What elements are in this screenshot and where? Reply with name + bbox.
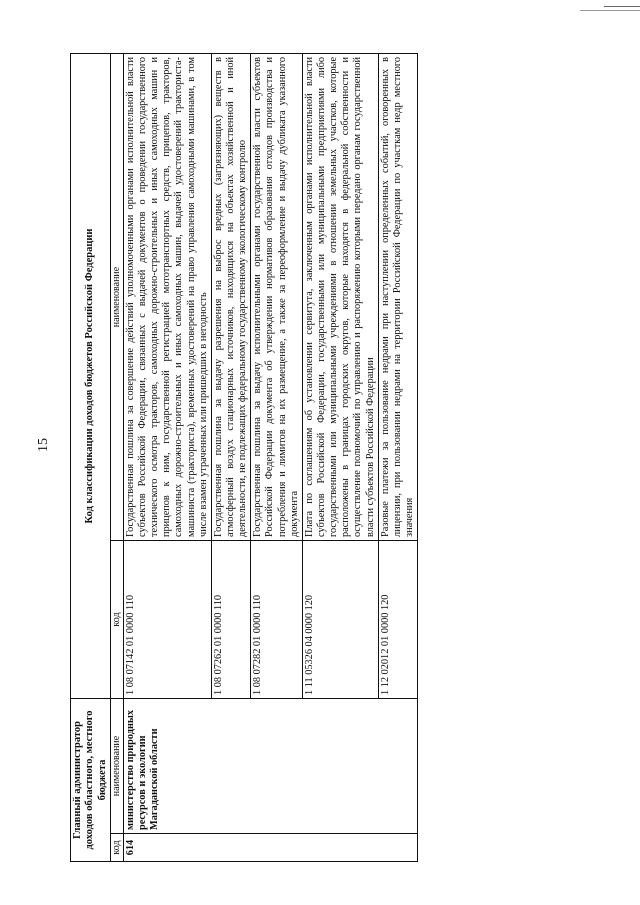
kbk-code: 1 11 05326 04 0000 120 [302,540,378,698]
kbk-code: 1 08 07282 01 0000 110 [251,540,303,698]
corner-rule [580,10,640,11]
kbk-header: Код классификации доходов бюджетов Российской Федерации [71,53,111,698]
page-number: 15 [36,438,51,452]
kbk-code: 1 08 07262 01 0000 110 [211,540,250,698]
col-admin-code: код [111,834,124,862]
kbk-name: Государственная пошлина за совершение действий уполномоченными органами исполнительной власти субъектов Российской Федерации, связанных с выдачей документов о проведении государственного технического осмотра тракторов, самоходных дорожно-строительных и иных самоходных машин и прицепов к ним, государственной регистрацией мототранспортных средств, прицепов, тракторов, самоходных дорожно-строительных и иных самоходных машин, выдачей удостоверений тракториста-машиниста (тракториста), временных удостоверений на право управления самоходными машинами, в том числе взамен утраченных или пришедших в негодность [123,53,211,540]
admin-name: министерство природных ресурсов и экологии Магаданской области [123,698,417,833]
kbk-name: Разовые платежи за пользование недрами при наступлении определенных событий, оговоренных в лицензии, при пользовании недрами на территории Российской Федерации по участкам недр местного значения [378,53,417,540]
admin-code: 614 [123,834,417,862]
kbk-name: Государственная пошлина за выдачу исполнительными органами государственной власти субъектов Российской Федерации документа об утверждении нормативов образования отходов производства и потребления и лимитов на их размещение, а также за переоформление и выдачу дубликата указанного документа [251,53,303,540]
kbk-code: 1 12 02012 01 0000 120 [378,540,417,698]
revenue-table [70,53,418,862]
kbk-name: Государственная пошлина за выдачу разрешения на выброс вредных (загрязняющих) веществ в атмосферный воздух стационарных источников, находящихся на объектах хозяйственной и иной деятельности, не подлежащих федеральному государственному экологическому контролю [211,53,250,540]
col-admin-name: наименование [111,698,124,833]
admin-header: Главный администратор доходов областного, местного бюджета [71,698,111,861]
col-kbk-code: код [111,540,124,698]
kbk-name: Плата по соглашениям об установлении сервитута, заключенным органами исполнительной власти субъектов Российской Федерации, государственными или муниципальными предприятиями либо государственными или муниципальными учреждениями в отношении земельных участков, которые расположены в границах городских округов, которые находятся в федеральной собственности и осуществление полномочий по управлению и распоряжению которыми передано органам государственной власти субъектов Российской Федерации [302,53,378,540]
col-kbk-name: наименование [111,53,124,540]
kbk-code: 1 08 07142 01 0000 110 [123,540,211,698]
corner-mark [604,0,640,7]
revenue-table-rotated [70,54,600,862]
table-row [123,53,211,861]
